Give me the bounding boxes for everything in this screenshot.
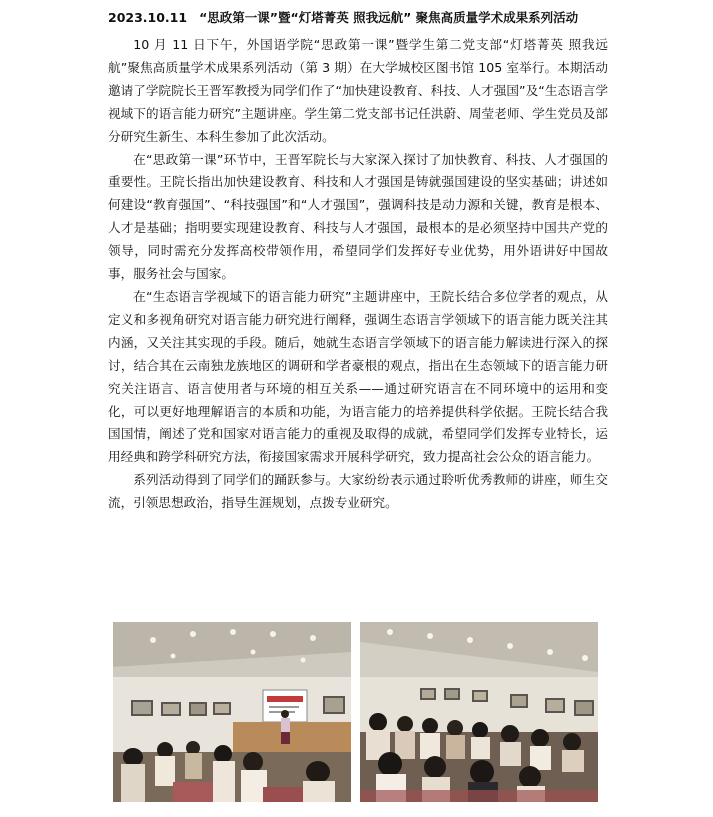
article-headline <box>108 9 628 27</box>
article-date: 2023.10.11 <box>108 10 188 25</box>
paragraph-intro: 10 月 11 日下午，外国语学院“思政第一课”暨学生第二党支部“灯塔菁英 照我远航”聚焦高质量学术成果系列活动（第 3 期）在大学城校区图书馆 105 室举行。本期活动邀请了学院院长王晋军教授为同学们作了“加快建设教育、科技、人才强国”及“生态语言学视域下的语言能力研究”主题讲座。学生第二党支部书记任洪蔚、周莹老师、学生党员及部分研究生新生、本科生参加了此次活动。 <box>108 37 608 144</box>
paragraph-ideology: 在“思政第一课”环节中，王晋军院长与大家深入探讨了加快教育、科技、人才强国的重要性。王院长指出加快建设教育、科技和人才强国是铸就强国建设的坚实基础；讲述如何建设“教育强国”、“科技强国”和“人才强国”，强调科技是动力源和关键，教育是根本、人才是基础；指明要实现建设教育、科技与人才强国，最根本的是必须坚持中国共产党的领导，同时需充分发挥高校带领作用，希望同学们发挥好专业优势，用外语讲好中国故事，服务社会与国家。 <box>108 151 608 282</box>
article-body <box>108 34 608 515</box>
photo-left-illustration <box>113 622 351 802</box>
lecture-room-front-photo <box>113 622 351 802</box>
article-title: “思政第一课”暨“灯塔菁英 照我远航” 聚焦高质量学术成果系列活动 <box>199 10 579 25</box>
speaker-figure <box>281 710 290 744</box>
paragraph-summary: 系列活动得到了同学们的踊跃参与。大家纷纷表示通过聆听优秀教师的讲座，师生交流，引领思想政治，指导生涯规划，点拨专业研究。 <box>108 472 608 511</box>
paragraph-lecture: 在“生态语言学视域下的语言能力研究”主题讲座中，王院长结合多位学者的观点，从定义和多视角研究对语言能力研究进行阐释，强调生态语言学领域下的语言能力既关注其内涵，又关注其实现的手段。随后，她就生态语言学领域下的语言能力解读进行深入的探讨，结合其在云南独龙族地区的调研和学者豪根的观点，指出在生态领域下的语言能力研究关注语言、语言使用者与环境的相互关系——通过研究语言在不同环境中的运用和变化，可以更好地理解语言的本质和功能，为语言能力的培养提供科学依据。王院长结合我国国情，阐述了党和国家对语言能力的重视及取得的成就，希望同学们发挥专业特长，运用经典和跨学科研究方法，衔接国家需求开展科学研究，致力提高社会公众的语言能力。 <box>108 288 608 465</box>
lecture-room-audience-photo <box>360 622 598 802</box>
photo-right-illustration <box>360 622 598 802</box>
